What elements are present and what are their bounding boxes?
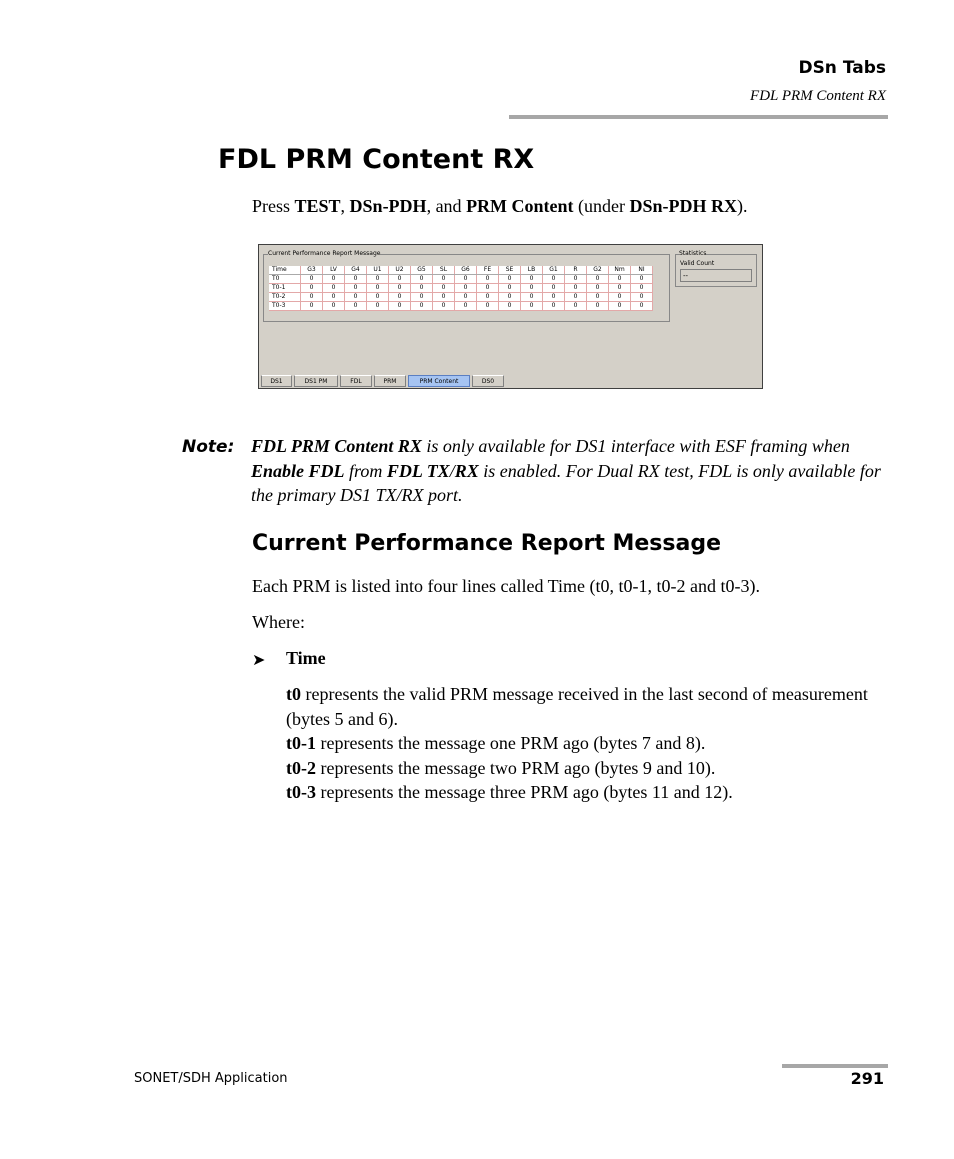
table-cell: 0 bbox=[323, 275, 345, 284]
table-cell: 0 bbox=[455, 293, 477, 302]
definition-text: represents the message two PRM ago (bytes 9 and 10). bbox=[316, 757, 716, 778]
table-cell: 0 bbox=[433, 302, 455, 311]
table-cell: 0 bbox=[477, 302, 499, 311]
definitions-list bbox=[286, 682, 876, 805]
table-cell: 0 bbox=[587, 302, 609, 311]
table-cell: 0 bbox=[301, 302, 323, 311]
statistics-group bbox=[675, 250, 757, 287]
table-row bbox=[269, 275, 653, 284]
table-cell: 0 bbox=[521, 284, 543, 293]
table-cell: 0 bbox=[499, 275, 521, 284]
table-cell: 0 bbox=[389, 293, 411, 302]
table-cell: 0 bbox=[587, 293, 609, 302]
table-cell: 0 bbox=[565, 293, 587, 302]
table-cell: 0 bbox=[389, 275, 411, 284]
definition-item bbox=[286, 756, 876, 781]
bullet-time-label: Time bbox=[286, 648, 326, 668]
table-cell: 0 bbox=[565, 275, 587, 284]
page-number: 291 bbox=[850, 1069, 884, 1088]
table-cell: 0 bbox=[301, 293, 323, 302]
tab-ds1[interactable]: DS1 bbox=[261, 375, 292, 387]
table-cell: 0 bbox=[521, 275, 543, 284]
para-prm-lines: Each PRM is listed into four lines called Time (t0, t0-1, t0-2 and t0-3). bbox=[252, 576, 760, 596]
table-cell: 0 bbox=[389, 284, 411, 293]
table-cell: 0 bbox=[543, 284, 565, 293]
definition-term: t0-2 bbox=[286, 757, 316, 778]
running-header-subsection: FDL PRM Content RX bbox=[750, 88, 886, 104]
note-text-part: from bbox=[344, 460, 387, 481]
table-cell: T0-3 bbox=[269, 302, 301, 311]
table-cell: 0 bbox=[499, 284, 521, 293]
column-header: Time bbox=[269, 266, 301, 275]
valid-count-field: -- bbox=[680, 269, 752, 282]
table-cell: 0 bbox=[565, 302, 587, 311]
valid-count-label: Valid Count bbox=[680, 260, 715, 267]
para-where: Where: bbox=[252, 612, 305, 632]
table-cell: 0 bbox=[345, 293, 367, 302]
table-cell: 0 bbox=[543, 275, 565, 284]
table-cell: 0 bbox=[587, 275, 609, 284]
table-cell: 0 bbox=[609, 284, 631, 293]
table-cell: 0 bbox=[301, 275, 323, 284]
page-title: FDL PRM Content RX bbox=[218, 144, 535, 175]
column-header: NI bbox=[631, 266, 653, 275]
column-header: SE bbox=[499, 266, 521, 275]
column-header: LB bbox=[521, 266, 543, 275]
table-cell: 0 bbox=[433, 275, 455, 284]
intro-term-test: TEST bbox=[294, 196, 341, 216]
definition-term: t0-3 bbox=[286, 782, 316, 802]
table-cell: 0 bbox=[631, 302, 653, 311]
column-header: G1 bbox=[543, 266, 565, 275]
table-cell: 0 bbox=[345, 302, 367, 311]
intro-term-prm-content: PRM Content bbox=[466, 196, 574, 216]
intro-term-dsn-pdh: DSn-PDH bbox=[349, 196, 427, 216]
table-header-row bbox=[269, 266, 653, 275]
table-cell: T0-1 bbox=[269, 284, 301, 293]
table-cell: 0 bbox=[455, 275, 477, 284]
column-header: SL bbox=[433, 266, 455, 275]
table-cell: 0 bbox=[367, 275, 389, 284]
table-cell: 0 bbox=[411, 284, 433, 293]
tab-fdl[interactable]: FDL bbox=[340, 375, 372, 387]
table-cell: 0 bbox=[631, 293, 653, 302]
tab-prm-content[interactable]: PRM Content bbox=[408, 375, 470, 387]
footer-rule bbox=[782, 1064, 888, 1068]
section-heading: Current Performance Report Message bbox=[252, 531, 722, 556]
table-cell: 0 bbox=[543, 302, 565, 311]
table-cell: 0 bbox=[323, 284, 345, 293]
definition-item bbox=[286, 780, 876, 805]
intro-term-dsn-pdh-rx: DSn-PDH RX bbox=[629, 196, 738, 216]
tab-prm[interactable]: PRM bbox=[374, 375, 406, 387]
definition-term: t0-1 bbox=[286, 733, 316, 753]
table-cell: 0 bbox=[587, 284, 609, 293]
column-header: LV bbox=[323, 266, 345, 275]
table-cell: 0 bbox=[477, 284, 499, 293]
table-cell: 0 bbox=[367, 293, 389, 302]
column-header: G4 bbox=[345, 266, 367, 275]
column-header: G6 bbox=[455, 266, 477, 275]
table-cell: 0 bbox=[345, 275, 367, 284]
table-cell: 0 bbox=[367, 302, 389, 311]
note-text-part: is only available for DS1 interface with ESF framing when bbox=[421, 436, 850, 456]
note-text bbox=[251, 434, 891, 508]
table-cell: 0 bbox=[565, 284, 587, 293]
table-cell: 0 bbox=[499, 302, 521, 311]
definition-text: represents the message one PRM ago (bytes 7 and 8). bbox=[316, 733, 706, 753]
table-cell: 0 bbox=[521, 302, 543, 311]
table-cell: 0 bbox=[411, 293, 433, 302]
footer-doc-title: SONET/SDH Application bbox=[134, 1071, 288, 1086]
bullet-arrow-icon: ➤ bbox=[252, 652, 266, 669]
table-cell: 0 bbox=[609, 275, 631, 284]
intro-text: , and bbox=[426, 196, 467, 216]
table-row bbox=[269, 293, 653, 302]
table-cell: 0 bbox=[499, 293, 521, 302]
table-cell: 0 bbox=[367, 284, 389, 293]
note-term: RX bbox=[454, 460, 479, 481]
table-cell: 0 bbox=[411, 275, 433, 284]
column-header: U1 bbox=[367, 266, 389, 275]
note-text-part: / bbox=[449, 460, 455, 481]
header-rule bbox=[509, 115, 888, 119]
note-term: FDL TX bbox=[386, 460, 450, 481]
column-header: G5 bbox=[411, 266, 433, 275]
table-cell: 0 bbox=[609, 302, 631, 311]
table-cell: 0 bbox=[301, 284, 323, 293]
table-cell: 0 bbox=[345, 284, 367, 293]
table-cell: 0 bbox=[323, 293, 345, 302]
table-cell: 0 bbox=[477, 275, 499, 284]
prm-table bbox=[269, 266, 653, 311]
table-cell: 0 bbox=[455, 302, 477, 311]
table-cell: 0 bbox=[631, 284, 653, 293]
definition-item bbox=[286, 731, 876, 756]
table-row bbox=[269, 302, 653, 311]
table-cell: 0 bbox=[477, 293, 499, 302]
table-row bbox=[269, 284, 653, 293]
note-label: Note: bbox=[182, 437, 235, 457]
table-cell: 0 bbox=[631, 275, 653, 284]
column-header: U2 bbox=[389, 266, 411, 275]
tab-ds0[interactable]: DS0 bbox=[472, 375, 504, 387]
table-cell: 0 bbox=[609, 293, 631, 302]
table-cell: 0 bbox=[521, 293, 543, 302]
intro-text: Press bbox=[252, 196, 295, 216]
table-cell: T0 bbox=[269, 275, 301, 284]
definition-item bbox=[286, 682, 876, 731]
running-header-section: DSn Tabs bbox=[798, 58, 886, 78]
column-header: G3 bbox=[301, 266, 323, 275]
definition-text: represents the valid PRM message received in the last second of measurement (bytes 5 and 6). bbox=[286, 684, 868, 729]
note-term: FDL PRM Content RX bbox=[251, 436, 422, 456]
note-term: Enable FDL bbox=[251, 460, 345, 481]
note-text-part: is enabled. For Dual RX test, FDL is only available for the primary DS1 TX/RX port. bbox=[251, 460, 881, 505]
table-cell: T0-2 bbox=[269, 293, 301, 302]
table-cell: 0 bbox=[411, 302, 433, 311]
table-cell: 0 bbox=[389, 302, 411, 311]
prm-content-screenshot bbox=[258, 244, 763, 389]
current-prm-group-title: Current Performance Report Message bbox=[268, 250, 381, 257]
table-cell: 0 bbox=[543, 293, 565, 302]
definition-term: t0 bbox=[286, 684, 301, 704]
table-cell: 0 bbox=[433, 293, 455, 302]
column-header: R bbox=[565, 266, 587, 275]
table-cell: 0 bbox=[455, 284, 477, 293]
column-header: Nm bbox=[609, 266, 631, 275]
tab-ds1-pm[interactable]: DS1 PM bbox=[294, 375, 338, 387]
intro-text: ). bbox=[737, 196, 748, 216]
column-header: G2 bbox=[587, 266, 609, 275]
table-cell: 0 bbox=[323, 302, 345, 311]
statistics-title: Statistics bbox=[679, 250, 707, 257]
definition-text: represents the message three PRM ago (bytes 11 and 12). bbox=[316, 782, 733, 802]
column-header: FE bbox=[477, 266, 499, 275]
table-cell: 0 bbox=[433, 284, 455, 293]
intro-text: (under bbox=[573, 196, 630, 216]
intro-text: , bbox=[340, 196, 350, 216]
intro-paragraph bbox=[252, 194, 748, 219]
